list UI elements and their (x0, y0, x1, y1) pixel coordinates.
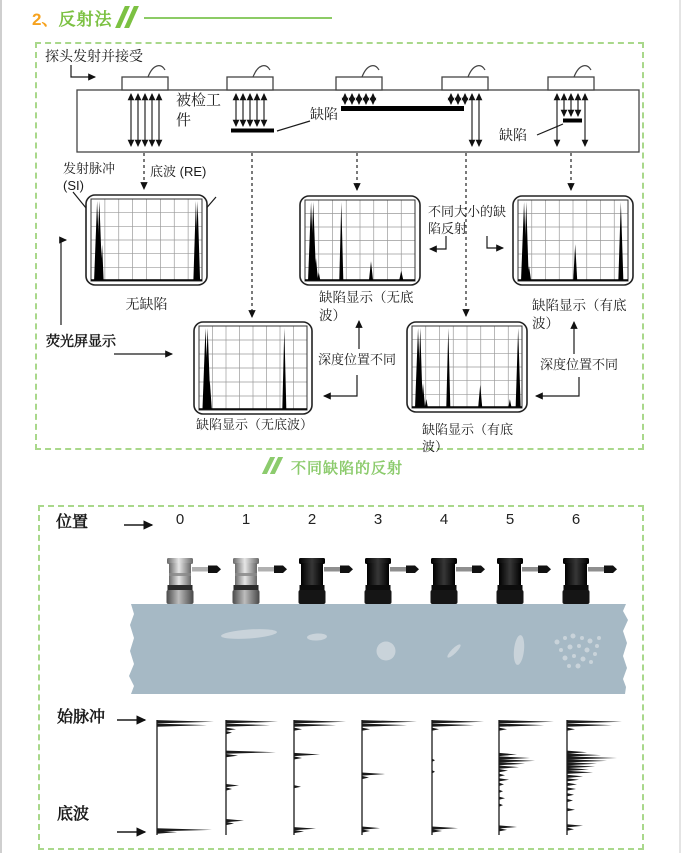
a-scan-trace (362, 720, 417, 835)
position-label: 位置 (56, 514, 89, 531)
defect-label-2: 缺陷 (499, 127, 527, 143)
caption-defect-with-bottom-2: 缺陷显示（有底波） (422, 422, 514, 454)
section-title: 反射法 (58, 10, 113, 29)
caption-defect-no-bottom-1: 缺陷显示（无底波） (319, 290, 414, 323)
top-diagram-graphics (37, 44, 642, 448)
size-note-arrow-left (430, 236, 446, 249)
initial-pulse-label: 始脉冲 (57, 709, 106, 726)
a-scan-trace (294, 720, 346, 835)
probe-caption: 探头发射并接受 (45, 48, 143, 64)
transducer-black (431, 558, 486, 604)
header-rule (144, 17, 332, 19)
position-number-2: 2 (307, 511, 317, 528)
position-number-0: 0 (175, 511, 185, 528)
crt-screen-s2 (300, 196, 420, 285)
a-scan-trace (226, 720, 278, 835)
caption-defect-no-bottom-2: 缺陷显示（无底波） (196, 417, 314, 432)
transducer-black (563, 558, 618, 604)
position-number-4: 4 (439, 511, 449, 528)
caption-defect-with-bottom-1: 缺陷显示（有底波） (532, 298, 627, 331)
section-header (32, 5, 332, 30)
screen-display-bracket-arrow (61, 240, 66, 325)
crt-screen-s3 (513, 196, 633, 285)
crt-screen-s1 (86, 195, 207, 285)
transducer-metal (233, 558, 288, 604)
defect-positions-diagram (38, 505, 644, 850)
crt-screen-s4 (194, 322, 312, 414)
reflection-method-diagram (35, 42, 644, 454)
figure-caption (266, 457, 403, 478)
bottom-diagram-graphics (40, 507, 642, 848)
a-scan-trace (567, 720, 622, 835)
transducer-black (365, 558, 420, 604)
caption-no-defect: 无缺陷 (125, 296, 168, 312)
workpiece-label: 被检工件 (176, 92, 222, 129)
transducer-black (299, 558, 354, 604)
double-slash-icon (120, 6, 138, 28)
figure-caption-text: 不同缺陷的反射 (291, 460, 404, 477)
position-number-1: 1 (241, 511, 251, 528)
depth-note-left: 深度位置不同 (318, 352, 397, 367)
bottom-wave-label: 底波 (57, 806, 90, 823)
crt-screen-s5 (407, 322, 527, 412)
depth-right-bent-arrow (536, 377, 579, 396)
double-slash-icon (266, 457, 282, 474)
a-scan-trace (432, 720, 484, 835)
position-number-5: 5 (505, 511, 515, 528)
emit-pulse-label: 发射脉冲(SI) (63, 161, 116, 193)
defect-label-1: 缺陷 (310, 106, 338, 122)
size-note-label: 不同大小的缺陷反射 (428, 204, 507, 236)
probe-caption-arrow (71, 65, 95, 77)
bottom-echo-label: 底波 (RE) (150, 164, 207, 179)
a-scan-trace (499, 720, 554, 835)
depth-left-bent-arrow (324, 375, 357, 396)
position-number-3: 3 (373, 511, 383, 528)
a-scan-trace (157, 720, 214, 835)
transducer-metal (167, 558, 222, 604)
transducer-black (497, 558, 552, 604)
defect-inclusion (377, 642, 396, 661)
depth-note-right: 深度位置不同 (540, 357, 619, 372)
screen-display-label: 荧光屏显示 (46, 333, 116, 349)
position-number-6: 6 (571, 511, 581, 528)
section-number: 2、 (32, 10, 59, 29)
workpiece-rect (77, 90, 639, 152)
size-note-arrow-right (487, 236, 503, 248)
